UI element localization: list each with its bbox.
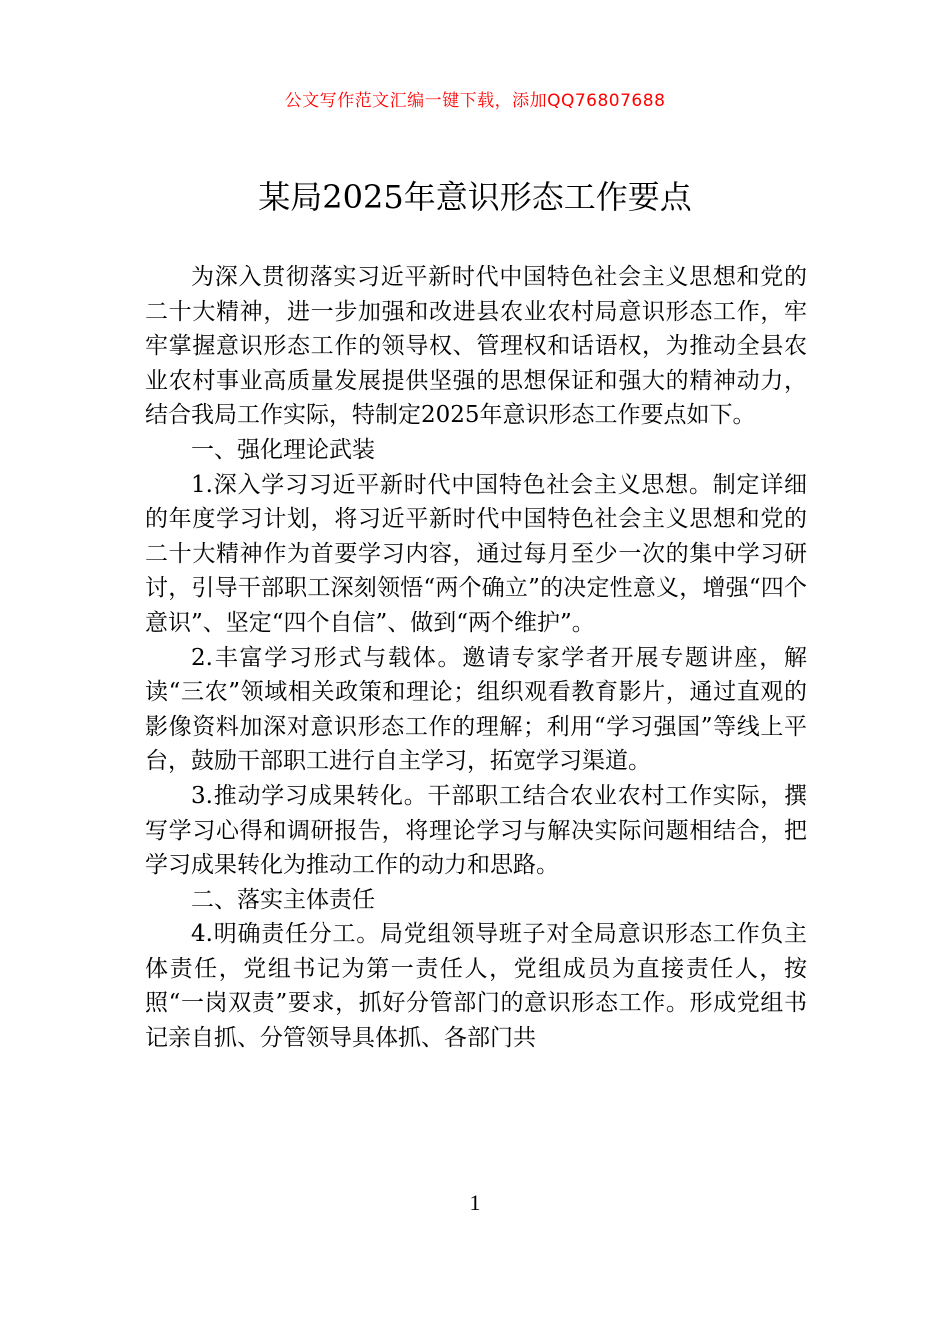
section-heading-2: 二、落实主体责任 (191, 886, 375, 913)
paragraph-item-2: 2.丰富学习形式与载体。邀请专家学者开展专题讲座，解读“三农”领域相关政策和理论；组织观看教育影片，通过直观的影像资料加深对意识形态工作的理解；利用“学习强国”等线上平台，鼓励干部职工进行自主学习，拓宽学习渠道。 (145, 644, 807, 775)
section-heading-1: 一、强化理论武装 (191, 436, 375, 463)
watermark-text: 公文写作范文汇编一键下载，添加QQ76807688 (284, 91, 666, 111)
document-title: 某局2025年意识形态工作要点 (258, 178, 692, 216)
paragraph-item-3: 3.推动学习成果转化。干部职工结合农业农村工作实际，撰写学习心得和调研报告，将理论学习与解决实际问题相结合，把学习成果转化为推动工作的动力和思路。 (145, 782, 807, 879)
paragraph-item-1: 1.深入学习习近平新时代中国特色社会主义思想。制定详细的年度学习计划，将习近平新时代中国特色社会主义思想和党的二十大精神作为首要学习内容，通过每月至少一次的集中学习研讨，引导干部职工深刻领悟“两个确立”的决定性意义，增强“四个意识”、坚定“四个自信”、做到“两个维护”。 (145, 471, 807, 636)
page-number: 1 (469, 1190, 481, 1215)
paragraph-item-4: 4.明确责任分工。局党组领导班子对全局意识形态工作负主体责任，党组书记为第一责任人，党组成员为直接责任人，按照“一岗双责”要求，抓好分管部门的意识形态工作。形成党组书记亲自抓、分管领导具体抓、各部门共 (145, 921, 807, 1052)
intro-paragraph: 为深入贯彻落实习近平新时代中国特色社会主义思想和党的二十大精神，进一步加强和改进县农业农村局意识形态工作，牢牢掌握意识形态工作的领导权、管理权和话语权，为推动全县农业农村事业高质量发展提供坚强的思想保证和强大的精神动力，结合我局工作实际，特制定2025年意识形态工作要点如下。 (145, 264, 807, 429)
document-body (145, 260, 807, 1056)
